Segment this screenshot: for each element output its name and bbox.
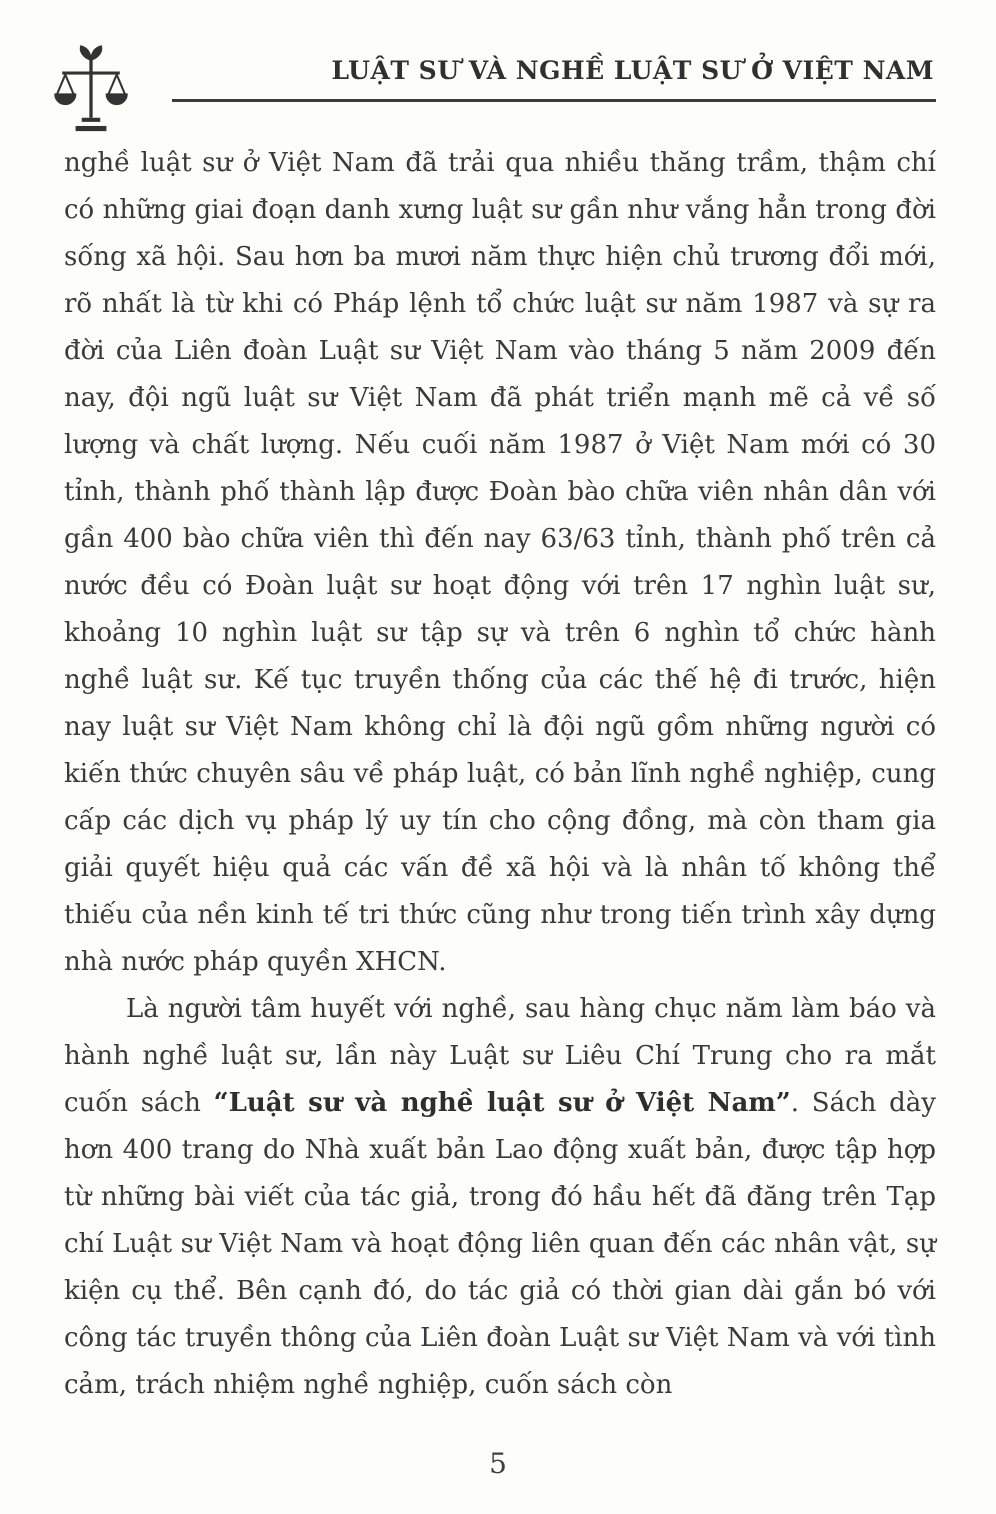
page-number: 5 [489, 1447, 507, 1480]
paragraph-2-text-before-bold: Là người tâm huyết với nghề, sau hàng chục năm làm báo và hành nghề luật sư, lần này Luật sư Liêu Chí Trung cho ra mắt cuốn sách [64, 994, 936, 1118]
header-rule [172, 56, 936, 102]
body-paragraph-2 [64, 986, 936, 1409]
page-footer [0, 1447, 996, 1480]
page-header [172, 56, 936, 102]
book-title-bold: “Luật sư và nghề luật sư ở Việt Nam” [213, 1088, 791, 1118]
body-paragraph-1: nghề luật sư ở Việt Nam đã trải qua nhiều thăng trầm, thậm chí có những giai đoạn danh xưng luật sư gần như vắng hẳn trong đời sống xã hội. Sau hơn ba mươi năm thực hiện chủ trương đổi mới, rõ nhất là từ khi có Pháp lệnh tổ chức luật sư năm 1987 và sự ra đời của Liên đoàn Luật sư Việt Nam vào tháng 5 năm 2009 đến nay, đội ngũ luật sư Việt Nam đã phát triển mạnh mẽ cả về số lượng và chất lượng. Nếu cuối năm 1987 ở Việt Nam mới có 30 tỉnh, thành phố thành lập được Đoàn bào chữa viên nhân dân với gần 400 bào chữa viên thì đến nay 63/63 tỉnh, thành phố trên cả nước đều có Đoàn luật sư hoạt động với trên 17 nghìn luật sư, khoảng 10 nghìn luật sư tập sự và trên 6 nghìn tổ chức hành nghề luật sư. Kế tục truyền thống của các thế hệ đi trước, hiện nay luật sư Việt Nam không chỉ là đội ngũ gồm những người có kiến thức chuyên sâu về pháp luật, có bản lĩnh nghề nghiệp, cung cấp các dịch vụ pháp lý uy tín cho cộng đồng, mà còn tham gia giải quyết hiệu quả các vấn đề xã hội và là nhân tố không thể thiếu của nền kinh tế tri thức cũng như trong tiến trình xây dựng nhà nước pháp quyền XHCN. [64, 148, 936, 977]
running-head-title: LUẬT SƯ VÀ NGHỀ LUẬT SƯ Ở VIỆT NAM [331, 56, 934, 85]
paragraph-2-text-after-bold: . Sách dày hơn 400 trang do Nhà xuất bản Lao động xuất bản, được tập hợp từ những bài viết của tác giả, trong đó hầu hết đã đăng trên Tạp chí Luật sư Việt Nam và hoạt động liên quan đến các nhân vật, sự kiện cụ thể. Bên cạnh đó, do tác giả có thời gian dài gắn bó với công tác truyền thông của Liên đoàn Luật sư Việt Nam và với tình cảm, trách nhiệm nghề nghiệp, cuốn sách còn [64, 1088, 936, 1400]
page-body [64, 140, 936, 1409]
scales-of-justice-icon [54, 44, 128, 136]
